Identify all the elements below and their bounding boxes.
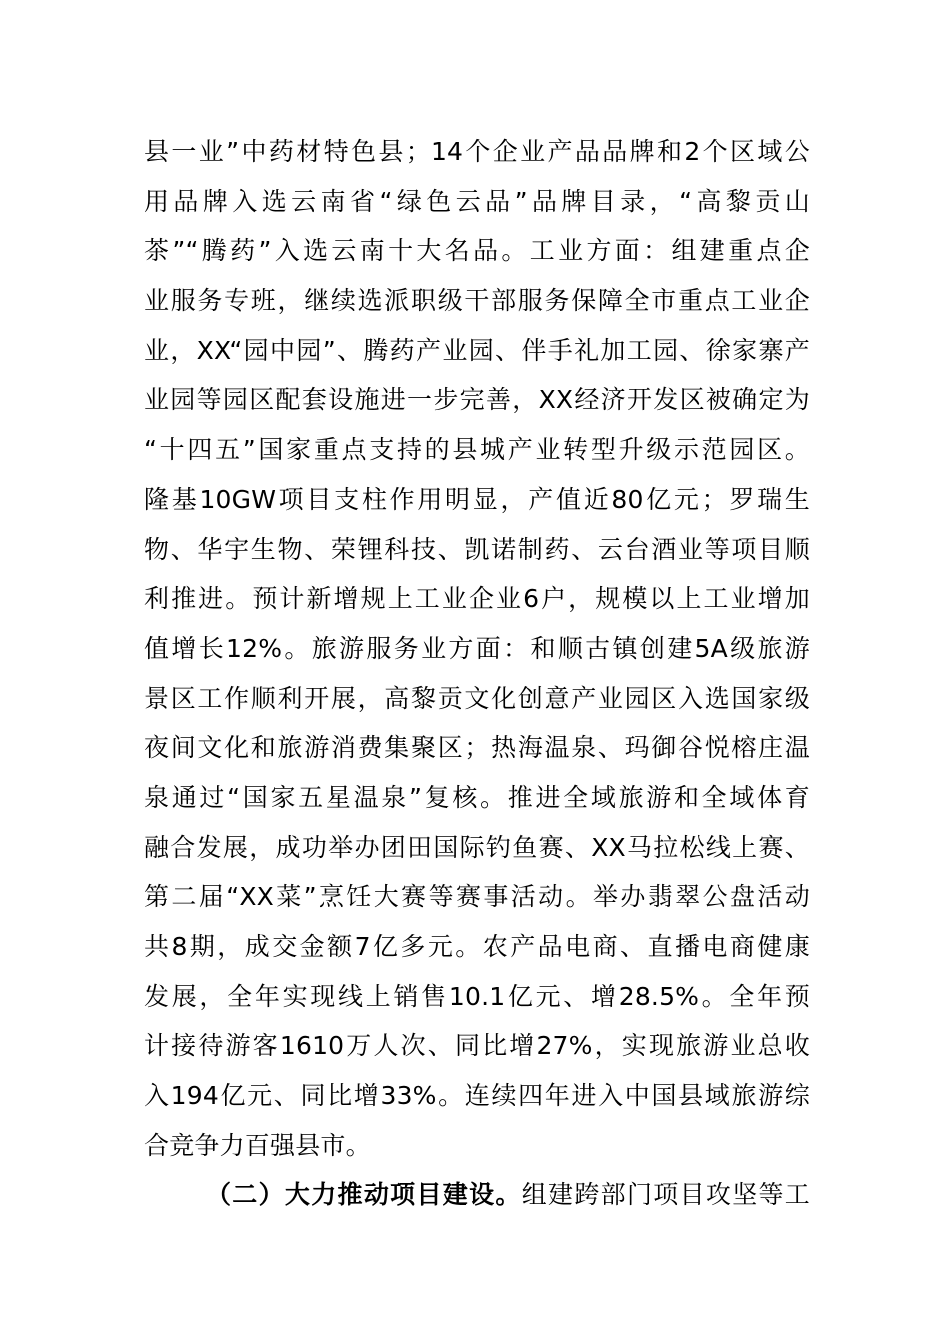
- text-line-11: 值增长12%。旅游服务业方面：和顺古镇创建5A级旅游: [144, 633, 810, 663]
- text-line-16: 第二届“XX菜”烹饪大赛等赛事活动。举办翡翠公盘活动: [144, 882, 810, 912]
- text-line-14: 泉通过“国家五星温泉”复核。推进全域旅游和全域体育: [144, 782, 810, 812]
- text-line-5: 业，XX“园中园”、腾药产业园、伴手礼加工园、徐家寨产: [144, 335, 810, 365]
- text-line-6: 业园等园区配套设施进一步完善，XX经济开发区被确定为: [144, 385, 810, 415]
- text-line-19: 计接待游客1610万人次、同比增27%，实现旅游业总收: [144, 1031, 810, 1061]
- text-line-20: 入194亿元、同比增33%。连续四年进入中国县域旅游综: [144, 1081, 810, 1111]
- section-heading: （二）大力推动项目建设。: [206, 1180, 522, 1210]
- text-line-7: “十四五”国家重点支持的县城产业转型升级示范园区。: [144, 435, 810, 465]
- text-line-13: 夜间文化和旅游消费集聚区；热海温泉、玛御谷悦榕庄温: [144, 733, 810, 763]
- section-text: 组建跨部门项目攻坚等工: [521, 1180, 811, 1210]
- body-text: [144, 127, 810, 1220]
- text-line-10: 利推进。预计新增规上工业企业6户，规模以上工业增加: [144, 584, 810, 614]
- text-line-1: 县一业”中药材特色县；14个企业产品品牌和2个区域公: [144, 137, 810, 166]
- text-line-15: 融合发展，成功举办团田国际钓鱼赛、XX马拉松线上赛、: [144, 832, 810, 862]
- text-line-12: 景区工作顺利开展，高黎贡文化创意产业园区入选国家级: [144, 683, 810, 713]
- text-line-17: 共8期，成交金额7亿多元。农产品电商、直播电商健康: [144, 932, 810, 961]
- text-line-21: 合竞争力百强县市。: [144, 1130, 371, 1160]
- text-line-3: 茶”“腾药”入选云南十大名品。工业方面：组建重点企: [144, 236, 810, 266]
- text-line-9: 物、华宇生物、荣锂科技、凯诺制药、云台酒业等项目顺: [144, 534, 810, 564]
- text-line-4: 业服务专班，继续选派职级干部服务保障全市重点工业企: [144, 286, 810, 316]
- text-line-2: 用品牌入选云南省“绿色云品”品牌目录，“高黎贡山: [144, 186, 810, 216]
- section-line: [144, 1170, 810, 1220]
- text-line-8: 隆基10GW项目支柱作用明显，产值近80亿元；罗瑞生: [144, 484, 810, 514]
- text-line-18: 发展，全年实现线上销售10.1亿元、增28.5%。全年预: [144, 981, 810, 1011]
